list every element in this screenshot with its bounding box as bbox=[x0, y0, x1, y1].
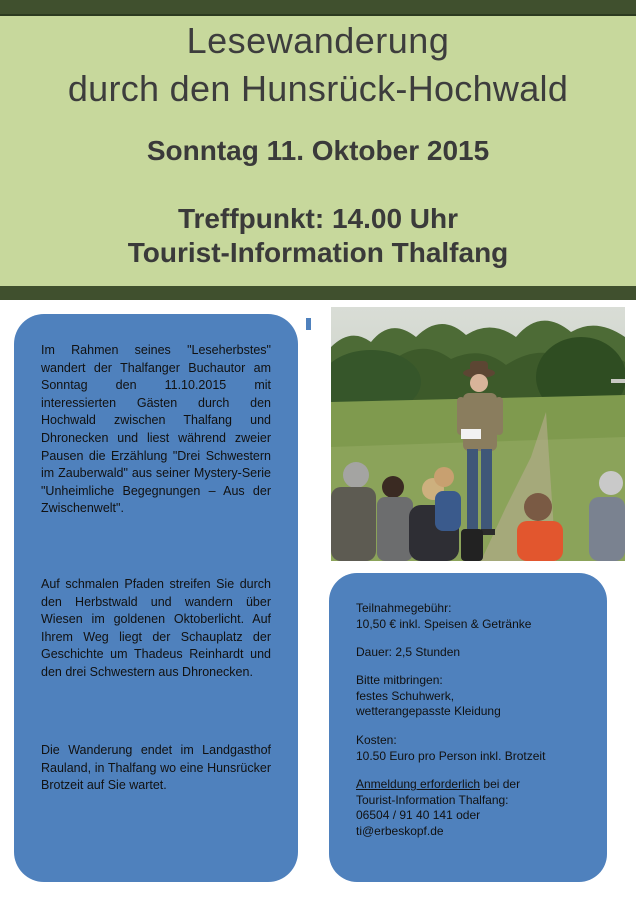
bring-label: Bitte mitbringen: bbox=[356, 673, 443, 687]
cost-value: 10.50 Euro pro Person inkl. Brotzeit bbox=[356, 748, 546, 763]
title-line-1: Lesewanderung bbox=[186, 20, 450, 61]
registration-office: Tourist-Information Thalfang: bbox=[356, 792, 509, 807]
registration-line bbox=[356, 777, 596, 793]
header-banner bbox=[0, 14, 636, 288]
info-panel bbox=[329, 573, 607, 882]
registration-at: bei der bbox=[480, 777, 521, 791]
event-date: Sonntag 11. Oktober 2015 bbox=[146, 135, 490, 166]
registration-required: Anmeldung erforderlich bbox=[356, 777, 481, 791]
photo-illustration bbox=[331, 307, 625, 561]
description-panel bbox=[14, 314, 298, 882]
fee-label: Teilnahmegebühr: bbox=[356, 601, 452, 615]
description-paragraph-1: Im Rahmen seines "Leseherbstes" wandert der Thalfanger Buchautor am Sonntag den 11.10.2015 mit interessierten Gästen durch den Hochwald zwischen Thalfang und Dhronecken und liest während zweier Pausen die Erzählung "Drei Schwestern im Zauberwald" aus seiner Mystery-Serie "Unheimliche Begegnungen – Aus der Zwischenwelt". bbox=[41, 343, 271, 516]
fee-block bbox=[356, 601, 596, 632]
meeting-time: Treffpunkt: 14.00 Uhr bbox=[177, 203, 459, 234]
phone-number: 06504 / 91 40 141 oder bbox=[356, 808, 481, 822]
description-paragraph-3: Die Wanderung endet im Landgasthof Rauland, in Thalfang wo eine Hunsrücker Brotzeit auf Sie wartet. bbox=[41, 743, 271, 793]
duration: Dauer: 2,5 Stunden bbox=[356, 645, 461, 659]
title-line-2: durch den Hunsrück-Hochwald bbox=[67, 68, 569, 109]
fee-value: 10,50 € inkl. Speisen & Getränke bbox=[356, 616, 532, 631]
cost-label: Kosten: bbox=[356, 733, 397, 747]
email-address[interactable]: ti@erbeskopf.de bbox=[356, 823, 444, 838]
bring-block bbox=[356, 673, 596, 720]
registration-block bbox=[356, 777, 596, 839]
header-bottom-bar bbox=[0, 286, 636, 300]
description-paragraph-2: Auf schmalen Pfaden streifen Sie durch den Herbstwald und wandern über Wiesen im goldenen Oktoberlicht. Auf Ihrem Weg liegt der Schauplatz der Geschichte um Thadeus Reinhardt und den drei Schwestern aus Dhronecken. bbox=[41, 577, 271, 679]
bring-item-2: wetterangepasste Kleidung bbox=[356, 704, 501, 718]
reading-photo bbox=[331, 307, 625, 561]
decorative-marker bbox=[306, 318, 311, 330]
bring-item-1: festes Schuhwerk, bbox=[356, 688, 455, 703]
meeting-place: Tourist-Information Thalfang bbox=[127, 237, 509, 268]
cost-block bbox=[356, 733, 596, 764]
